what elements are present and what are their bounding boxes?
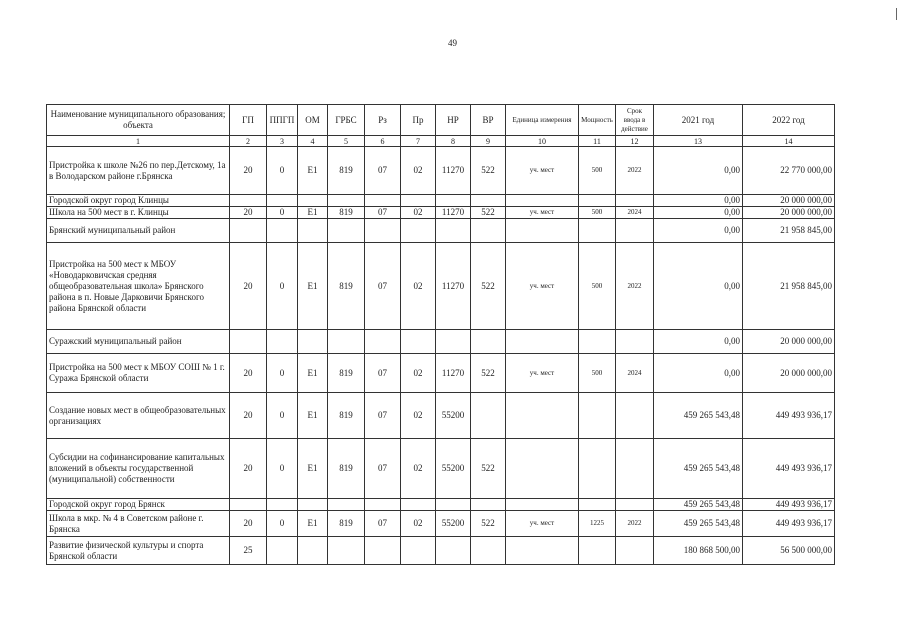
header-cell: Единица измерения [506,105,579,136]
table-cell [267,499,298,511]
table-row [47,511,835,537]
table-cell [579,439,616,499]
table-cell: уч. мест [506,243,579,330]
table-cell [298,195,328,207]
table-cell: Е1 [298,207,328,219]
table-cell [579,195,616,207]
table-cell: 0 [267,511,298,537]
table-cell [616,537,654,565]
table-cell: 11270 [436,147,471,195]
object-name-cell: Суражский муниципальный район [47,330,230,354]
table-cell [579,499,616,511]
header-cell: ГП [230,105,267,136]
table-cell [471,537,506,565]
table-cell [230,499,267,511]
table-cell: 2024 [616,354,654,393]
column-number-cell: 2 [230,136,267,147]
table-cell [401,330,436,354]
table-cell: 522 [471,439,506,499]
amount-cell: 180 868 500,00 [654,537,743,565]
table-row [47,147,835,195]
amount-cell: 459 265 543,48 [654,499,743,511]
table-cell: 07 [365,354,401,393]
table-cell [471,219,506,243]
table-cell: 819 [328,207,365,219]
object-name-cell: Субсидии на софинансирование капитальных вложений в объекты государственной (муниципальной) собственности [47,439,230,499]
table-cell [506,537,579,565]
table-cell [436,537,471,565]
page-number: 49 [448,38,457,48]
budget-table [46,104,835,565]
table-cell: 02 [401,147,436,195]
table-cell: 819 [328,354,365,393]
table-cell: 0 [267,393,298,439]
table-cell: 20 [230,207,267,219]
object-name-cell: Школа в мкр. № 4 в Советском районе г. Брянска [47,511,230,537]
table-cell [506,195,579,207]
table-cell: 500 [579,243,616,330]
table-cell: 0 [267,439,298,499]
table-cell: 55200 [436,511,471,537]
table-cell: 2024 [616,207,654,219]
table-cell: 02 [401,511,436,537]
table-cell: уч. мест [506,207,579,219]
table-cell: Е1 [298,354,328,393]
table-cell: 0 [267,354,298,393]
table-cell [365,537,401,565]
header-cell: НР [436,105,471,136]
table-cell: 522 [471,511,506,537]
table-row [47,439,835,499]
table-cell: Е1 [298,439,328,499]
table-cell [436,330,471,354]
table-row [47,243,835,330]
table-cell: 07 [365,243,401,330]
table-cell: Е1 [298,147,328,195]
table-row [47,330,835,354]
header-cell: Мощность [579,105,616,136]
column-number-cell: 6 [365,136,401,147]
table-cell [579,219,616,243]
table-cell [230,330,267,354]
object-name-cell: Школа на 500 мест в г. Клинцы [47,207,230,219]
amount-cell: 0,00 [654,195,743,207]
table-cell: 0 [267,243,298,330]
amount-cell: 20 000 000,00 [743,195,835,207]
column-number-cell: 5 [328,136,365,147]
amount-cell: 20 000 000,00 [743,354,835,393]
column-number-row [47,136,835,147]
column-number-cell: 4 [298,136,328,147]
table-cell [616,393,654,439]
object-name-cell: Развитие физической культуры и спорта Брянской области [47,537,230,565]
table-cell: Е1 [298,243,328,330]
table-cell: 07 [365,393,401,439]
table-cell [506,439,579,499]
amount-cell: 20 000 000,00 [743,330,835,354]
table-cell: 11270 [436,207,471,219]
amount-cell: 459 265 543,48 [654,511,743,537]
table-cell: уч. мест [506,511,579,537]
amount-cell: 0,00 [654,207,743,219]
table-cell [298,330,328,354]
table-row [47,354,835,393]
column-number-cell: 3 [267,136,298,147]
amount-cell: 459 265 543,48 [654,439,743,499]
table-cell: 500 [579,147,616,195]
table-cell [616,219,654,243]
column-number-cell: 9 [471,136,506,147]
table-cell [298,499,328,511]
table-cell [298,219,328,243]
table-cell [298,537,328,565]
header-cell: Срок ввода в действие [616,105,654,136]
table-cell [401,499,436,511]
table-cell: уч. мест [506,147,579,195]
table-cell: 819 [328,439,365,499]
table-cell [328,330,365,354]
table-cell: Е1 [298,393,328,439]
object-name-cell: Пристройка на 500 мест к МБОУ СОШ № 1 г. Суража Брянской области [47,354,230,393]
table-cell [579,537,616,565]
column-number-cell: 7 [401,136,436,147]
object-name-cell: Создание новых мест в общеобразовательных организациях [47,393,230,439]
table-cell: 819 [328,147,365,195]
table-cell [506,393,579,439]
table-cell [471,195,506,207]
table-cell [267,195,298,207]
table-cell: 07 [365,439,401,499]
table-cell [365,499,401,511]
table-cell: 55200 [436,393,471,439]
table-body [47,147,835,565]
amount-cell: 449 493 936,17 [743,499,835,511]
amount-cell: 21 958 845,00 [743,219,835,243]
amount-cell: 20 000 000,00 [743,207,835,219]
header-cell: Рз [365,105,401,136]
table-cell: 0 [267,147,298,195]
table-cell: уч. мест [506,354,579,393]
table-cell [267,330,298,354]
table-cell [365,195,401,207]
table-cell [616,499,654,511]
table-row [47,207,835,219]
table-cell: 07 [365,511,401,537]
column-number-cell: 8 [436,136,471,147]
column-number-cell: 13 [654,136,743,147]
column-number-cell: 14 [743,136,835,147]
header-cell: ППГП [267,105,298,136]
amount-cell: 21 958 845,00 [743,243,835,330]
table-cell: 20 [230,354,267,393]
amount-cell: 459 265 543,48 [654,393,743,439]
header-cell: Наименование муниципального образования; объекта [47,105,230,136]
amount-cell: 0,00 [654,147,743,195]
table-cell [230,195,267,207]
table-cell [436,499,471,511]
table-cell: Е1 [298,511,328,537]
table-cell [267,219,298,243]
amount-cell: 449 493 936,17 [743,393,835,439]
amount-cell: 449 493 936,17 [743,439,835,499]
table-cell: 20 [230,511,267,537]
table-cell: 0 [267,207,298,219]
table-cell: 2022 [616,511,654,537]
column-number-cell: 10 [506,136,579,147]
header-cell: ГРБС [328,105,365,136]
object-name-cell: Городской округ город Брянск [47,499,230,511]
table-cell: 1225 [579,511,616,537]
object-name-cell: Городской округ город Клинцы [47,195,230,207]
table-cell: 819 [328,393,365,439]
table-cell [401,537,436,565]
table-cell [401,195,436,207]
table-cell [506,499,579,511]
table-cell: 07 [365,147,401,195]
table-cell: 500 [579,207,616,219]
table-cell [365,219,401,243]
table-cell: 02 [401,354,436,393]
table-row [47,499,835,511]
table-cell: 11270 [436,243,471,330]
table-cell [506,219,579,243]
amount-cell: 449 493 936,17 [743,511,835,537]
column-number-cell: 12 [616,136,654,147]
table-cell: 25 [230,537,267,565]
column-number-cell: 11 [579,136,616,147]
table-cell: 522 [471,207,506,219]
object-name-cell: Пристройка к школе №26 по пер.Детскому, 1а в Володарском районе г.Брянска [47,147,230,195]
table-cell [328,219,365,243]
table-cell [506,330,579,354]
table-cell: 02 [401,243,436,330]
table-cell [328,537,365,565]
header-cell: 2021 год [654,105,743,136]
table-row [47,195,835,207]
amount-cell: 0,00 [654,243,743,330]
header-cell: ОМ [298,105,328,136]
table-row [47,393,835,439]
table-cell: 11270 [436,354,471,393]
table-cell: 20 [230,243,267,330]
table-cell: 02 [401,207,436,219]
table-cell [471,499,506,511]
table-cell: 20 [230,439,267,499]
table-cell: 522 [471,147,506,195]
table-cell: 20 [230,393,267,439]
amount-cell: 22 770 000,00 [743,147,835,195]
table-cell [401,219,436,243]
table-cell: 20 [230,147,267,195]
object-name-cell: Брянский муниципальный район [47,219,230,243]
table-cell [471,330,506,354]
table-cell [471,393,506,439]
table-cell: 522 [471,243,506,330]
table-row [47,219,835,243]
object-name-cell: Пристройка на 500 мест к МБОУ «Новодарковичская средняя общеобразовательная школа» Брянского района в п. Новые Дарковичи Брянского района Брянской области [47,243,230,330]
amount-cell: 56 500 000,00 [743,537,835,565]
table-cell: 02 [401,439,436,499]
table-cell [616,195,654,207]
table-cell [328,195,365,207]
table-cell [436,219,471,243]
table-cell [267,537,298,565]
header-cell: Пр [401,105,436,136]
header-cell: 2022 год [743,105,835,136]
header-cell: ВР [471,105,506,136]
header-row [47,105,835,136]
table-cell: 07 [365,207,401,219]
table-cell [328,499,365,511]
table-cell [616,439,654,499]
table-cell: 819 [328,243,365,330]
table-cell: 55200 [436,439,471,499]
table-cell [579,330,616,354]
table-cell [616,330,654,354]
amount-cell: 0,00 [654,330,743,354]
column-number-cell: 1 [47,136,230,147]
table-cell: 2022 [616,147,654,195]
table-cell: 02 [401,393,436,439]
table-cell [579,393,616,439]
table-cell [230,219,267,243]
table-cell: 819 [328,511,365,537]
table-cell [365,330,401,354]
amount-cell: 0,00 [654,219,743,243]
table-cell: 522 [471,354,506,393]
amount-cell: 0,00 [654,354,743,393]
table-cell: 500 [579,354,616,393]
scan-edge-mark [896,8,897,20]
table-cell [436,195,471,207]
table-cell: 2022 [616,243,654,330]
table-row [47,537,835,565]
